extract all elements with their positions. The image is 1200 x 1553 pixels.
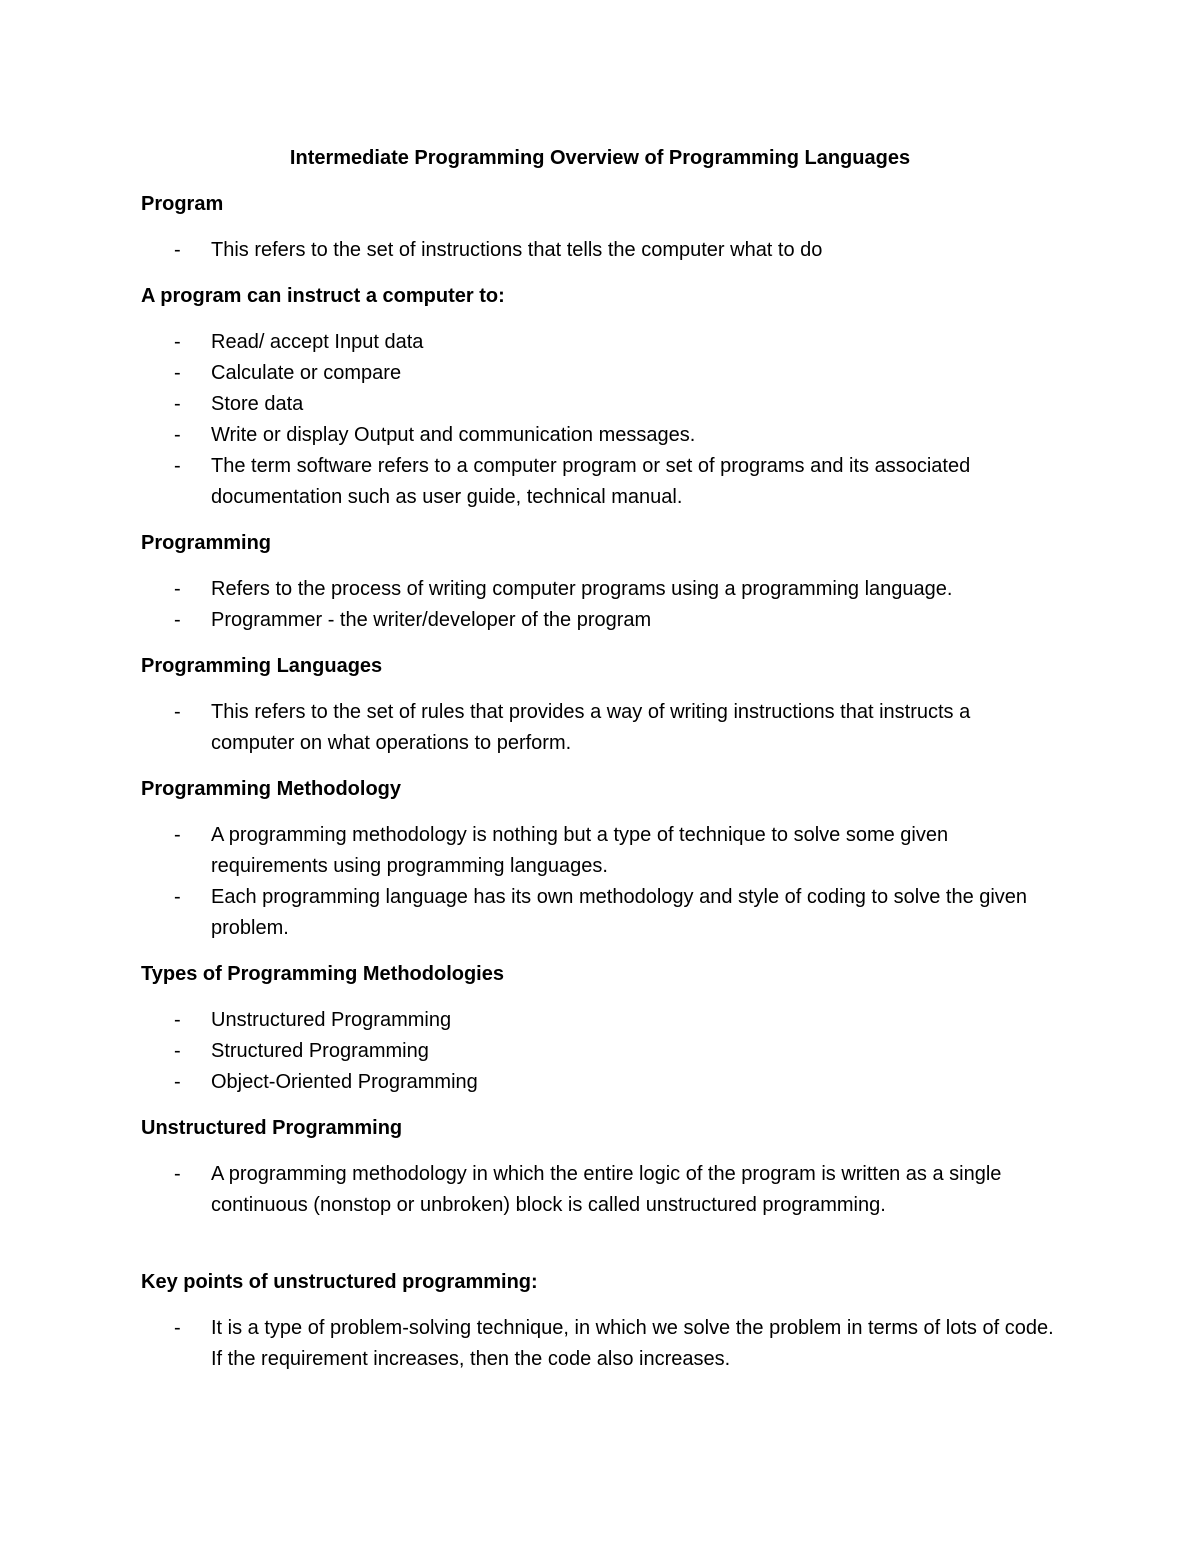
bullet-list-unstructured-programming [141,1159,1059,1221]
list-item [141,1159,1059,1221]
bullet-dash: - [174,424,181,446]
list-item-text: This refers to the set of instructions that tells the computer what to do [211,239,823,261]
list-item [141,1036,1059,1067]
list-item [141,1067,1059,1098]
list-item-text: The term software refers to a computer program or set of programs and its associated documentation such as user guide, technical manual. [211,455,971,508]
bullet-dash: - [174,1317,181,1339]
list-item-text: Object-Oriented Programming [211,1071,478,1093]
bullet-dash: - [174,331,181,353]
section-heading-programming-methodology: Programming Methodology [141,778,401,800]
bullet-dash: - [174,578,181,600]
list-item-text: Programmer - the writer/developer of the program [211,609,652,631]
list-item-text: Read/ accept Input data [211,331,424,353]
bullet-dash: - [174,455,181,477]
list-item [141,605,1059,636]
list-item [141,1005,1059,1036]
section-heading-program: Program [141,193,224,215]
list-item-text: Calculate or compare [211,362,402,384]
bullet-dash: - [174,362,181,384]
bullet-dash: - [174,886,181,908]
bullet-dash: - [174,701,181,723]
bullet-list-program-capabilities [141,327,1059,513]
list-item [141,420,1059,451]
bullet-list-program [141,235,1059,266]
list-item [141,235,1059,266]
list-item-text: Structured Programming [211,1040,429,1062]
list-item-text: Store data [211,393,304,415]
list-item-text: Unstructured Programming [211,1009,452,1031]
list-item-text: Refers to the process of writing computer programs using a programming language. [211,578,953,600]
blank-line [141,1236,1059,1267]
bullet-list-programming [141,574,1059,636]
list-item [141,327,1059,358]
list-item-text: This refers to the set of rules that provides a way of writing instructions that instructs a computer on what operations to perform. [211,701,971,754]
list-item [141,574,1059,605]
bullet-dash: - [174,239,181,261]
bullet-dash: - [174,609,181,631]
list-item [141,697,1059,759]
bullet-list-key-points [141,1313,1059,1375]
list-item [141,1313,1059,1375]
bullet-dash: - [174,1009,181,1031]
list-item [141,882,1059,944]
list-item [141,451,1059,513]
bullet-list-programming-languages [141,697,1059,759]
bullet-list-programming-methodology [141,820,1059,944]
list-item-text: Write or display Output and communication messages. [211,424,696,446]
list-item [141,358,1059,389]
section-heading-programming-languages: Programming Languages [141,655,383,677]
document-title: Intermediate Programming Overview of Programming Languages [289,147,911,169]
bullet-dash: - [174,824,181,846]
bullet-dash: - [174,1163,181,1185]
section-heading-unstructured-programming: Unstructured Programming [141,1117,403,1139]
section-heading-programming: Programming [141,532,272,554]
list-item-text: A programming methodology is nothing but a type of technique to solve some given requirements using programming languages. [211,824,949,877]
list-item [141,389,1059,420]
section-heading-program-capabilities: A program can instruct a computer to: [141,285,505,307]
list-item-text: It is a type of problem-solving technique, in which we solve the problem in terms of lots of code. If the requirement increases, then the code also increases. [211,1317,1054,1370]
document-body [141,143,1059,1390]
list-item [141,820,1059,882]
bullet-list-types-of-methodologies [141,1005,1059,1098]
bullet-dash: - [174,1071,181,1093]
bullet-dash: - [174,1040,181,1062]
list-item-text: Each programming language has its own methodology and style of coding to solve the given problem. [211,886,1028,939]
list-item-text: A programming methodology in which the entire logic of the program is written as a single continuous (nonstop or unbroken) block is called unstructured programming. [211,1163,1002,1216]
bullet-dash: - [174,393,181,415]
section-heading-types-of-methodologies: Types of Programming Methodologies [141,963,504,985]
section-heading-key-points: Key points of unstructured programming: [141,1271,538,1293]
